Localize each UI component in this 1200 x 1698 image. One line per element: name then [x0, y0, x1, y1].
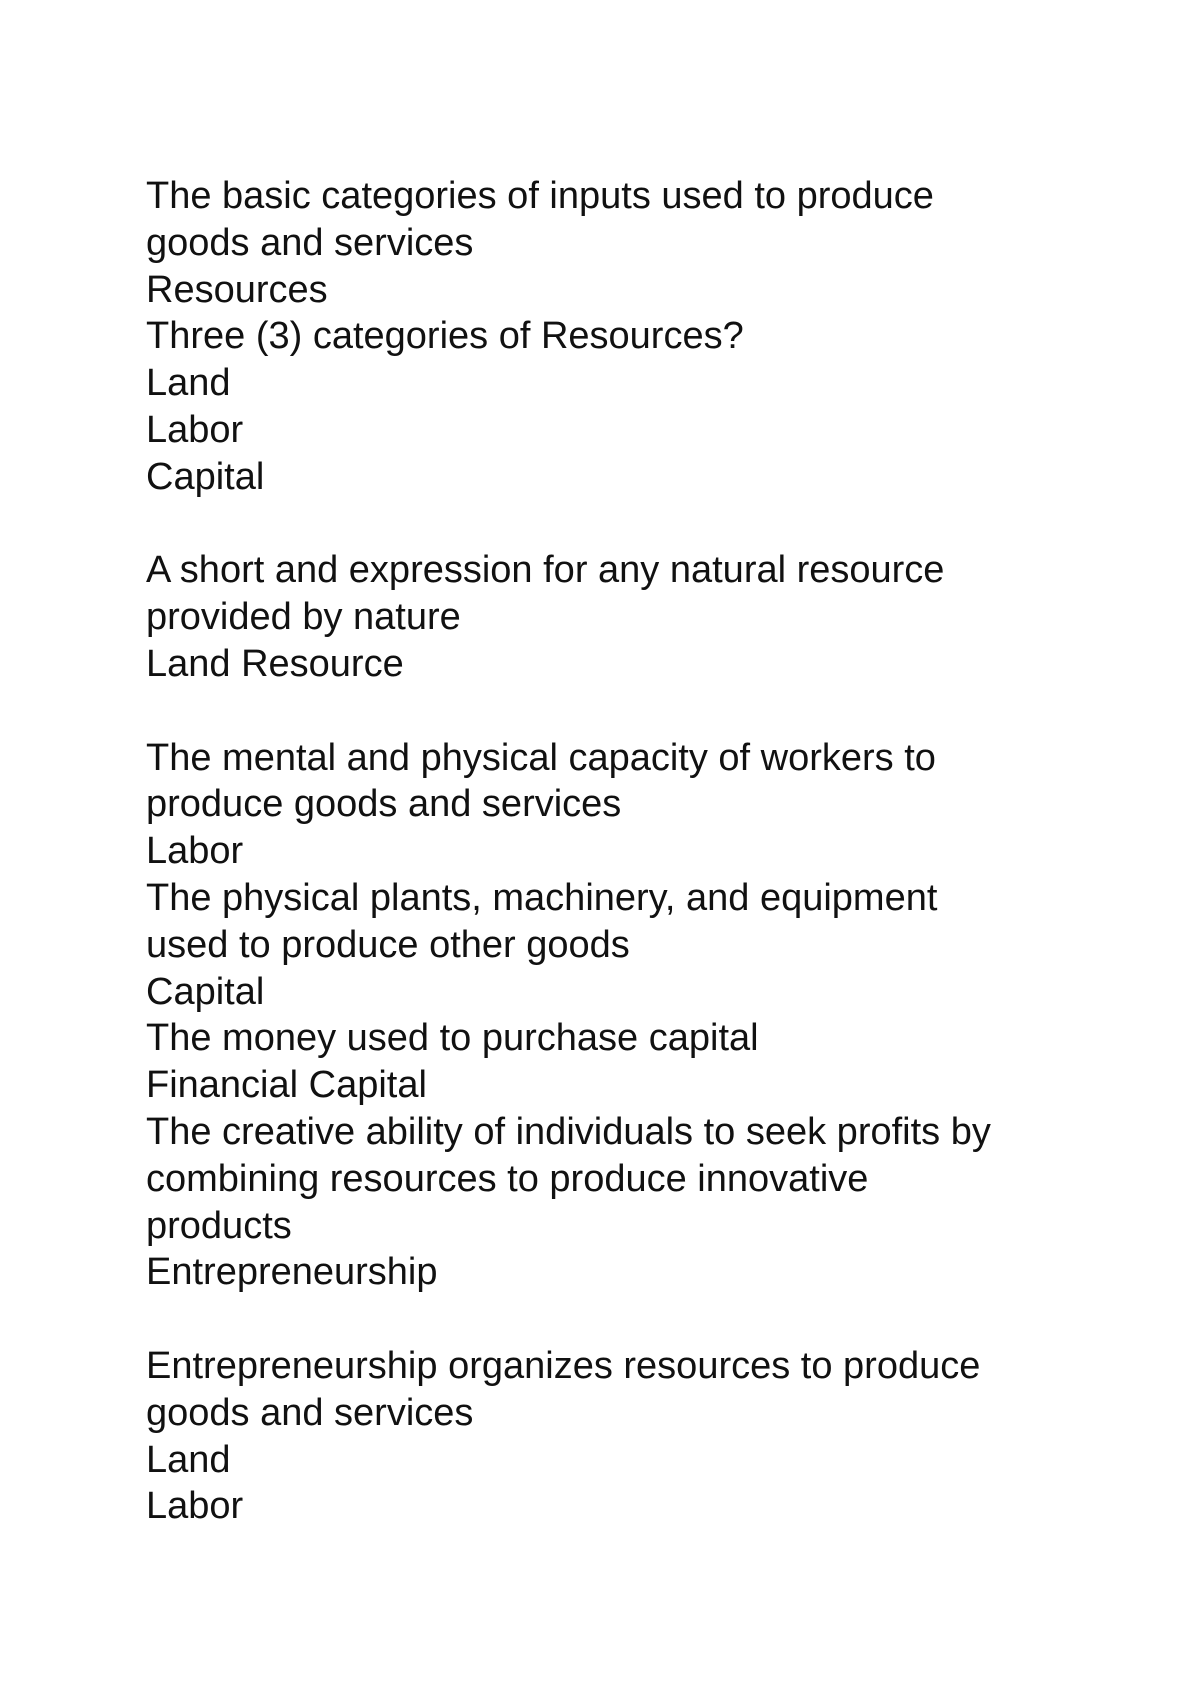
text-line: Resources — [146, 268, 328, 311]
document-body — [146, 173, 1086, 1530]
blank-line — [146, 1296, 1086, 1343]
blank-line — [146, 501, 1086, 548]
text-line: The creative ability of individuals to seek profits by — [146, 1110, 991, 1153]
text-line: Entrepreneurship organizes resources to produce — [146, 1344, 981, 1387]
text-line: The mental and physical capacity of workers to — [146, 736, 936, 779]
text-line: goods and services — [146, 1391, 474, 1434]
text-line: A short and expression for any natural resource — [146, 549, 945, 592]
text-line: Labor — [146, 408, 244, 451]
text-line: combining resources to produce innovative — [146, 1157, 869, 1200]
blank-line — [146, 688, 1086, 735]
text-line: Labor — [146, 1485, 244, 1528]
text-line: The money used to purchase capital — [146, 1017, 759, 1060]
text-line: Capital — [146, 455, 265, 498]
text-line: The physical plants, machinery, and equipment — [146, 876, 938, 919]
text-line: Land — [146, 362, 231, 405]
text-line: Capital — [146, 970, 265, 1013]
text-line: Three (3) categories of Resources? — [146, 315, 744, 358]
text-line: Financial Capital — [146, 1064, 427, 1107]
text-line: products — [146, 1204, 292, 1247]
text-line: Land — [146, 1438, 231, 1481]
text-line: used to produce other goods — [146, 923, 630, 966]
text-line: provided by nature — [146, 596, 461, 639]
text-line: Land Resource — [146, 642, 404, 685]
text-line: The basic categories of inputs used to produce — [146, 175, 934, 217]
text-line: Entrepreneurship — [146, 1251, 438, 1294]
text-line: produce goods and services — [146, 783, 622, 826]
text-line: Labor — [146, 830, 244, 873]
text-line: goods and services — [146, 221, 474, 264]
